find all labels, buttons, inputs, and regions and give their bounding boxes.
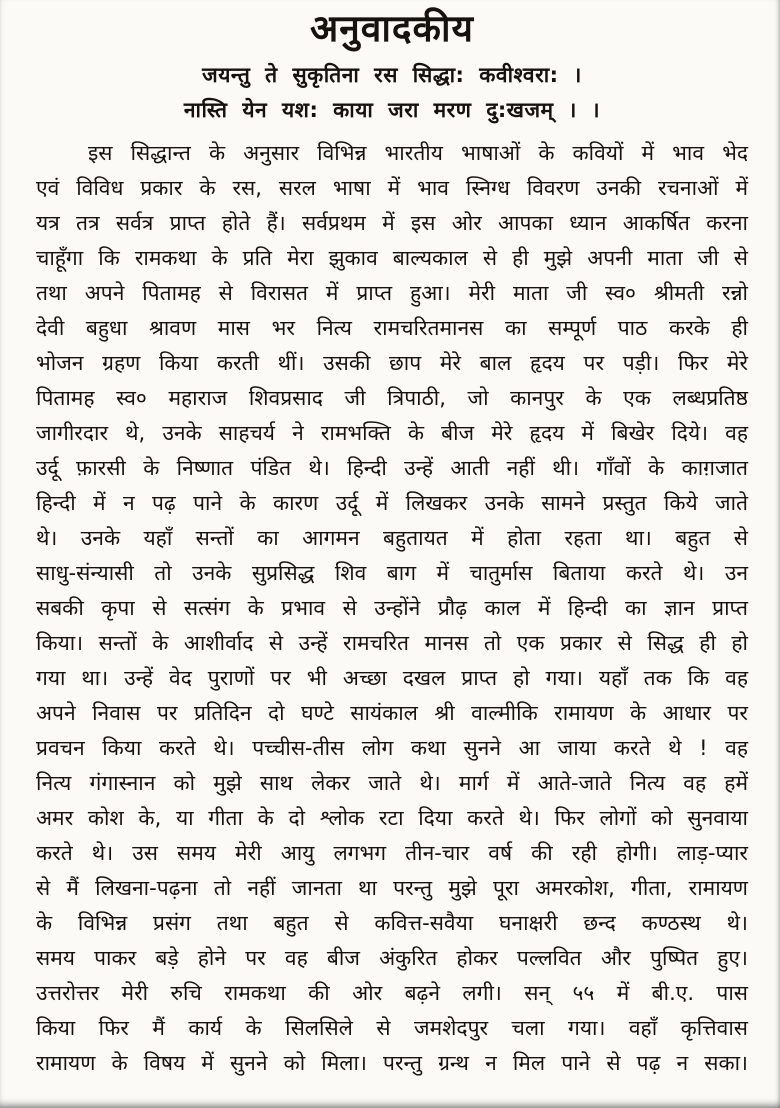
- body-line: हिन्दी में न पढ़ पाने के कारण उर्दू में लिखकर उनके सामने प्रस्तुत किये जाते: [36, 491, 748, 515]
- body-paragraph: [36, 136, 748, 1081]
- body-line: समय पाकर बड़े होने पर वह बीज अंकुरित होकर पल्लवित और पुष्पित हुए।: [36, 946, 748, 970]
- body-line: देवी बहुधा श्रावण मास भर नित्य रामचरितमानस का सम्पूर्ण पाठ करके ही: [36, 316, 748, 340]
- shloka-verse: [36, 58, 748, 128]
- body-line: जागीरदार थे, उनके साहचर्य ने रामभक्ति के बीज मेरे हृदय में बिखेर दिये। वह: [36, 421, 748, 445]
- body-line: भोजन ग्रहण किया करती थीं। उसकी छाप मेरे बाल हृदय पर पड़ी। फिर मेरे: [36, 351, 748, 375]
- body-line: करते थे। उस समय मेरी आयु लगभग तीन-चार वर्ष की रही होगी। लाड़-प्यार: [36, 841, 748, 865]
- body-line: अमर कोश के, या गीता के दो श्लोक रटा दिया करते थे। फिर लोगों को सुनवाया: [36, 806, 748, 830]
- body-line: से मैं लिखना-पढ़ना तो नहीं जानता था परन्तु मुझे पूरा अमरकोश, गीता, रामायण: [36, 876, 748, 900]
- body-line: नित्य गंगास्नान को मुझे साथ लेकर जाते थे। मार्ग में आते-जाते नित्य वह हमें: [36, 771, 748, 795]
- body-line: चाहूँगा कि रामकथा के प्रति मेरा झुकाव बाल्यकाल से ही मुझे अपनी माता जी से: [36, 246, 748, 270]
- page-title: अनुवादकीय: [309, 7, 475, 50]
- body-line: रामायण के विषय में सुनने को मिला। परन्तु ग्रन्थ न मिल पाने से पढ़ न सका।: [36, 1051, 748, 1075]
- body-line: के विभिन्न प्रसंग तथा बहुत से कवित्त-सवैया घनाक्षरी छन्द कण्ठस्थ थे।: [36, 911, 748, 935]
- body-line: प्रवचन किया करते थे। पच्चीस-तीस लोग कथा सुनने आ जाया करते थे ! वह: [36, 736, 748, 760]
- body-line: यत्र तत्र सर्वत्र प्राप्त होते हैं। सर्वप्रथम में इस ओर आपका ध्यान आकर्षित करना: [36, 211, 748, 235]
- shloka-line: नास्ति येन यश: काया जरा मरण दु:खजम् । ।: [183, 98, 601, 122]
- body-line: अपने निवास पर प्रतिदिन दो घण्टे सायंकाल श्री वाल्मीकि रामायण के आधार पर: [36, 701, 748, 725]
- body-line: थे। उनके यहाँ सन्तों का आगमन बहुतायत में होता रहता था। बहुत से: [36, 526, 748, 550]
- body-line: किया। सन्तों के आशीर्वाद से उन्हें रामचरित मानस तो एक प्रकार से सिद्ध ही हो: [36, 631, 748, 655]
- body-line: उत्तरोत्तर मेरी रुचि रामकथा की ओर बढ़ने लगी। सन् ५५ में बी.ए. पास: [36, 981, 748, 1005]
- shloka-line: जयन्तु ते सुकृतिना रस सिद्धा: कवीश्वरा: ।: [202, 63, 582, 87]
- body-line: सबकी कृपा से सत्संग के प्रभाव से उन्होंने प्रौढ़ काल में हिन्दी का ज्ञान प्राप्त: [36, 596, 748, 620]
- body-line: साधु-संन्यासी तो उनके सुप्रसिद्ध शिव बाग में चातुर्मास बिताया करते थे। उन: [36, 561, 748, 585]
- body-line: इस सिद्धान्त के अनुसार विभिन्न भारतीय भाषाओं के कवियों में भाव भेद: [88, 141, 748, 165]
- body-line: गया था। उन्हें वेद पुराणों पर भी अच्छा दखल प्राप्त हो गया। यहाँ तक कि वह: [36, 666, 748, 690]
- body-line: तथा अपने पितामह से विरासत में प्राप्त हुआ। मेरी माता जी स्व० श्रीमती रन्नो: [36, 281, 748, 305]
- body-line: एवं विविध प्रकार के रस, सरल भाषा में भाव स्निग्ध विवरण उनकी रचनाओं में: [36, 176, 748, 200]
- body-line: किया फिर मैं कार्य के सिलसिले से जमशेदपुर चला गया। वहाँ कृत्तिवास: [36, 1016, 748, 1040]
- body-line: उर्दू फ़ारसी के निष्णात पंडित थे। हिन्दी उन्हें आती नहीं थी। गाँवों के काग़जात: [36, 456, 748, 480]
- body-line: पितामह स्व० महाराज शिवप्रसाद जी त्रिपाठी, जो कानपुर के एक लब्धप्रतिष्ठ: [36, 386, 748, 410]
